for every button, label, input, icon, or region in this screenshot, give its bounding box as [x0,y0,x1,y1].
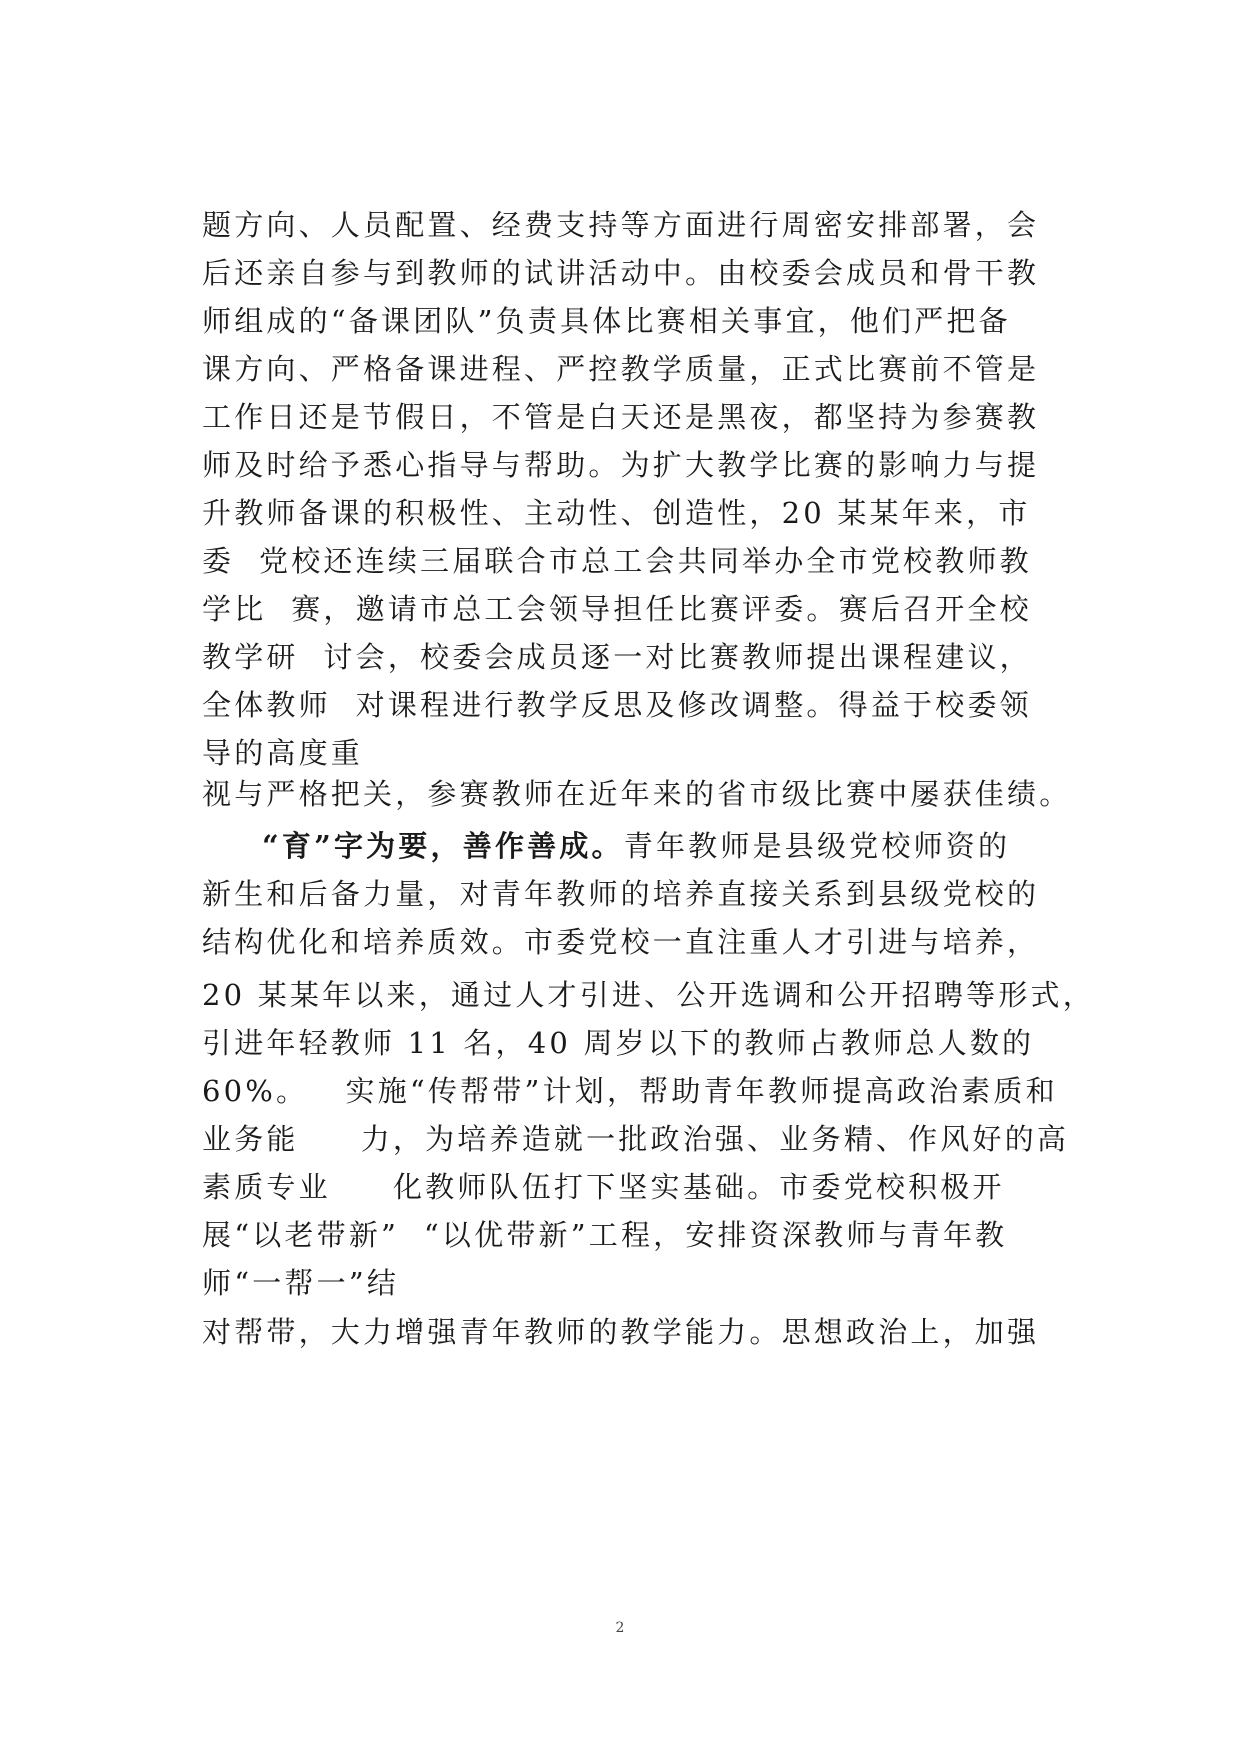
text-line: 师组成的“备课团队”负责具体比赛相关事宜，他们严把备 [202,304,1011,338]
page-number: 2 [615,1620,625,1636]
paragraph-first-line-rest: 青年教师是县级党校师资的 [623,829,1011,863]
text-line: 展“以老带新” “以优带新”工程，安排资深教师与青年教 [202,1218,1008,1252]
text-line: 60%。 实施“传帮带”计划，帮助青年教师提高政治素质和 [202,1074,1058,1108]
text-line: 工作日还是节假日，不管是白天还是黑夜，都坚持为参赛教 [202,400,1040,434]
text-line: 教学研 讨会，校委会成员逐一对比赛教师提出课程建议， [202,640,1032,674]
paragraph-lead: “育”字为要，善作善成。 [262,829,624,863]
text-line: 结构优化和培养质效。市委党校一直注重人才引进与培养， [202,925,1040,959]
text-line: 学比 赛，邀请市总工会领导担任比赛评委。赛后召开全校 [202,592,1032,626]
text-line: 导的高度重 [202,736,364,770]
text-line: 全体教师 对课程进行教学反思及修改调整。得益于校委领 [202,688,1032,722]
text-line: 引进年轻教师 11 名，40 周岁以下的教师占教师总人数的 [202,1026,1035,1060]
text-line: 对帮带，大力增强青年教师的教学能力。思想政治上，加强 [202,1315,1040,1349]
text-line: 20 某某年以来，通过人才引进、公开选调和公开招聘等形式， [202,978,1095,1012]
paragraph-first-line [262,826,1010,866]
text-line: 师“一帮一”结 [202,1266,400,1300]
text-line: 课方向、严格备课进程、严控教学质量，正式比赛前不管是 [202,352,1040,386]
text-line: 题方向、人员配置、经费支持等方面进行周密安排部署，会 [202,208,1040,242]
text-line: 师及时给予悉心指导与帮助。为扩大教学比赛的影响力与提 [202,448,1040,482]
text-line: 业务能 力，为培养造就一批政治强、业务精、作风好的高 [202,1122,1070,1156]
text-line: 委 党校还连续三届联合市总工会共同举办全市党校教师教 [202,544,1032,578]
text-line: 素质专业 化教师队伍打下坚实基础。市委党校积极开 [202,1170,1005,1204]
text-line: 新生和后备力量，对青年教师的培养直接关系到县级党校的 [202,877,1040,911]
text-line: 后还亲自参与到教师的试讲活动中。由校委会成员和骨干教 [202,256,1040,290]
text-line: 视与严格把关，参赛教师在近年来的省市级比赛中屡获佳绩。 [202,777,1072,811]
text-line: 升教师备课的积极性、主动性、创造性，20 某某年来，市 [202,496,1031,530]
